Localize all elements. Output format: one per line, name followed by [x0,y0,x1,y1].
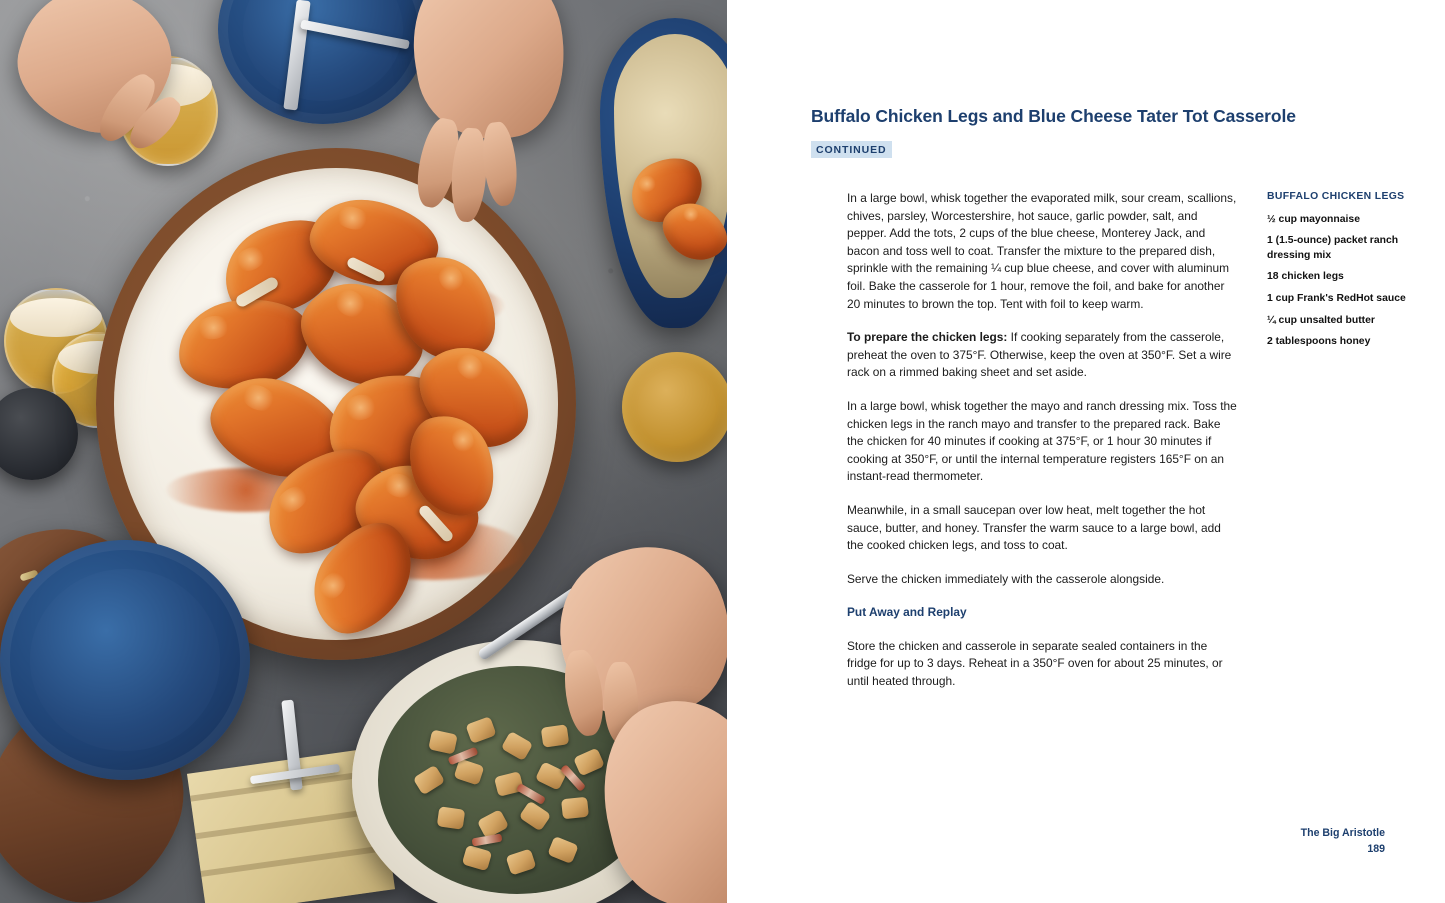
storage-heading: Put Away and Replay [847,605,967,620]
instruction-paragraph-3: In a large bowl, whisk together the mayo and ranch dressing mix. Toss the chicken legs in the ranch mayo and transfer to the prepared rack. Bake the chicken for 40 minutes if cooking at 375°F, or 1 hour 30 minutes if cooking at 350°F, or until the internal temperature registers 165°F on an instant-read thermometer. [847,398,1237,484]
instruction-paragraph-1: In a large bowl, whisk together the evaporated milk, sour cream, scallions, chives, parsley, Worcestershire, hot sauce, garlic powder, salt, and pepper. Add the tots, 2 cups of the blue cheese, Monterey Jack, and bacon and toss well to coat. Transfer the mixture to the prepared dish, sprinkle with the remaining ¼ cup blue cheese, and cover with aluminum foil. Bake the casserole for 1 hour, remove the foil, and bake for another 20 minutes to brown the top. Tent with foil to keep warm. [847,191,1237,311]
ingredient-item: ¼ cup unsalted butter [1267,314,1375,326]
ingredient-item: ½ cup mayonnaise [1267,213,1360,225]
tater-tot [561,797,589,820]
plate-rim [30,569,220,751]
sauce-cup [622,352,727,462]
instruction-paragraph-2 [847,329,1237,382]
napkin-stripe [201,845,390,877]
storage-text: Store the chicken and casserole in separate sealed containers in the fridge for up to 3 days. Reheat in a 350°F oven for about 25 minutes, or until heated through. [847,638,1223,689]
instruction-paragraph-2-rest: If cooking separately from the casserole, preheat the oven to 375°F. Otherwise, keep the oven at 350°F. Set a wire rack on a rimmed baking sheet and set aside. [847,330,1232,380]
ingredient-item: 2 tablespoons honey [1267,336,1371,348]
chapter-name: The Big Aristotle [1300,827,1385,839]
recipe-title: Buffalo Chicken Legs and Blue Cheese Tater Tot Casserole [811,106,1296,126]
beer-foam [10,298,102,337]
recipe-text-page [727,0,1445,903]
ingredient-item: 1 cup Frank's RedHot sauce [1267,292,1406,304]
continued-badge: CONTINUED [811,141,892,158]
page-number: 189 [1367,843,1385,855]
recipe-instructions [847,190,1237,707]
ingredient-list [1267,190,1427,357]
continued-badge-wrapper [811,140,892,158]
page-footer [1301,825,1385,857]
instruction-paragraph-5: Serve the chicken immediately with the casserole alongside. [847,571,1165,586]
blue-plate-bottom-left [0,540,250,780]
ingredient-item: 18 chicken legs [1267,271,1344,283]
plate-rim [243,0,403,101]
ingredient-list-heading: BUFFALO CHICKEN LEGS [1267,191,1405,202]
tater-tot [541,724,570,747]
tater-tot [437,806,466,829]
ingredient-item: 1 (1.5-ounce) packet ranch dressing mix [1267,235,1399,261]
instruction-lead-in: To prepare the chicken legs: [847,330,1008,345]
instruction-paragraph-4: Meanwhile, in a small saucepan over low heat, melt together the hot sauce, butter, and honey. Transfer the warm sauce to a large bowl, add the cooked chicken legs, and toss to coat. [847,502,1221,553]
